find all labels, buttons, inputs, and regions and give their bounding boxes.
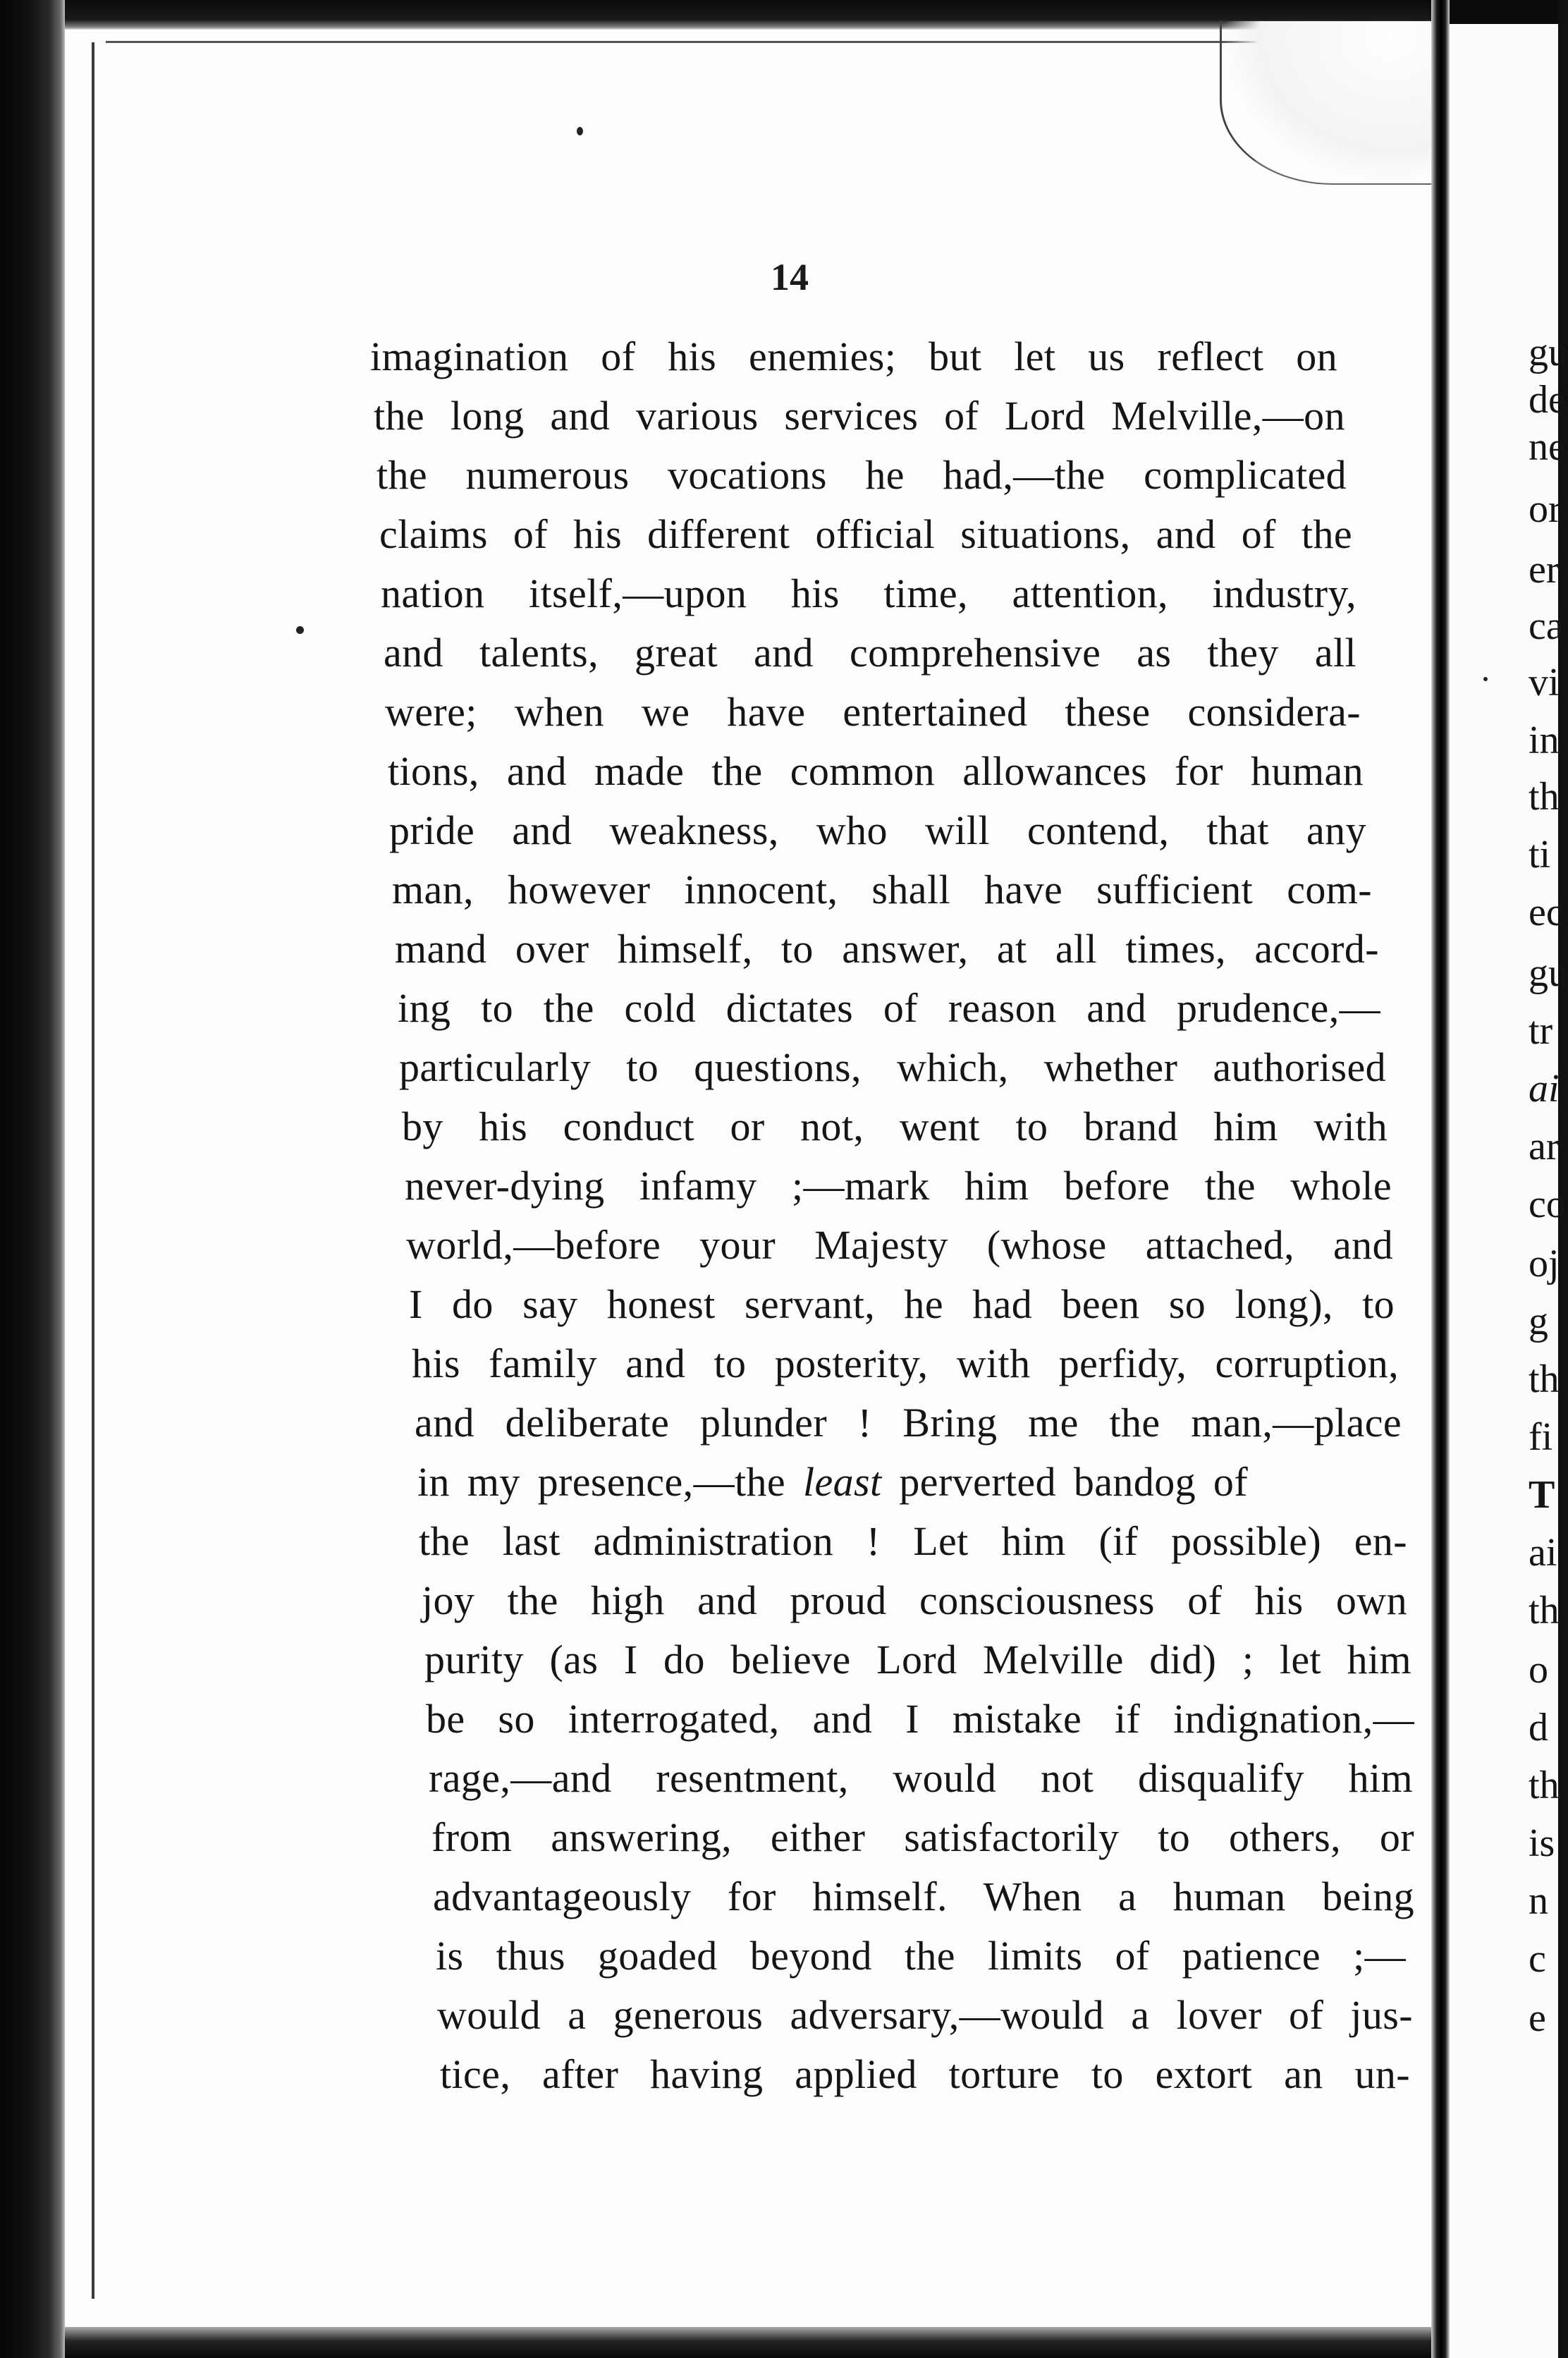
fragment: co: [1529, 1183, 1566, 1226]
text-line: purity (as I do believe Lord Melville did) ; let him: [424, 1637, 1411, 1682]
text-line: rage,—and resentment, would not disqualify him: [429, 1755, 1413, 1801]
text-line: his family and to posterity, with perfidy, corruption,: [412, 1340, 1399, 1386]
fragment: th: [1529, 1764, 1560, 1807]
fragment: ai: [1529, 1068, 1560, 1110]
fragment: in: [1529, 719, 1560, 762]
fragment: de: [1529, 379, 1566, 421]
fragment: ca: [1529, 605, 1564, 647]
fragment: ne: [1529, 426, 1566, 468]
fragment: ti: [1529, 833, 1551, 876]
text-line: would a generous adversary,—would a lover of jus-: [437, 1992, 1413, 2038]
fragment: gu: [1529, 331, 1568, 374]
text-line: and talents, great and comprehensive as they all: [384, 630, 1356, 676]
text-line: were; when we have entertained these considera-: [385, 689, 1361, 735]
fragment: d: [1529, 1706, 1548, 1749]
text-line: be so interrogated, and I mistake if indignation,—: [426, 1696, 1414, 1742]
text-line: [417, 1458, 1404, 1506]
text-line: and deliberate plunder ! Bring me the man,—place: [415, 1400, 1402, 1446]
text-line: joy the high and proud consciousness of his own: [422, 1577, 1407, 1623]
fragment: T: [1529, 1474, 1555, 1516]
fragment: n: [1529, 1880, 1548, 1922]
text-line: ing to the cold dictates of reason and prudence,—: [398, 985, 1380, 1031]
text-line: is thus goaded beyond the limits of patience ;—: [436, 1933, 1406, 1979]
fragment: gu: [1529, 952, 1568, 994]
text-span: in my presence,—the: [417, 1459, 803, 1505]
text-line: I do say honest servant, he had been so long), to: [409, 1281, 1395, 1327]
text-line: from answering, either satisfactorily to others, or: [431, 1814, 1414, 1860]
fragment: vi: [1529, 661, 1560, 704]
text-line: the long and various services of Lord Melville,—on: [374, 393, 1345, 439]
text-line: the numerous vocations he had,—the complicated: [376, 452, 1347, 498]
text-line: advantageously for himself. When a human being: [433, 1874, 1414, 1919]
text-line: tions, and made the common allowances for human: [388, 748, 1364, 794]
fragment: is: [1529, 1822, 1555, 1864]
fragment: ai: [1529, 1532, 1557, 1574]
italic-word: least: [802, 1459, 882, 1505]
text-line: nation itself,—upon his time, attention, industry,: [381, 570, 1356, 616]
page-number: 14: [771, 256, 809, 298]
text-line: the last administration ! Let him (if possible) en-: [419, 1518, 1407, 1564]
text-line: pride and weakness, who will contend, that any: [389, 807, 1366, 853]
text-line: claims of his different official situations, and of the: [379, 511, 1352, 557]
fragment: e: [1529, 1997, 1546, 2039]
fragment: fi: [1529, 1416, 1553, 1458]
text-line: world,—before your Majesty (whose attached, and: [406, 1222, 1393, 1268]
text-line: tice, after having applied torture to extort an un-: [440, 2051, 1410, 2097]
fragment: c: [1529, 1938, 1546, 1980]
fragment: er: [1529, 549, 1560, 591]
text-line: imagination of his enemies; but let us reflect on: [370, 334, 1337, 379]
text-line: particularly to questions, which, whether authorised: [399, 1044, 1386, 1090]
text-line: never-dying infamy ;—mark him before the whole: [405, 1163, 1392, 1209]
fragment: oj: [1529, 1242, 1560, 1285]
fragment: th: [1529, 776, 1560, 818]
text-span: perverted bandog of: [881, 1459, 1249, 1505]
fragment: o: [1529, 1649, 1548, 1691]
text-line: man, however innocent, shall have sufficient com-: [392, 867, 1372, 912]
text-line: by his conduct or not, went to brand him with: [402, 1104, 1388, 1149]
fragment: tr: [1529, 1010, 1553, 1052]
fragment: th: [1529, 1358, 1560, 1400]
fragment: ec: [1529, 891, 1564, 934]
text-line: mand over himself, to answer, at all times, accord-: [395, 926, 1379, 972]
fragment: or: [1529, 488, 1562, 530]
fragment: th: [1529, 1589, 1560, 1632]
fragment: g: [1529, 1300, 1548, 1343]
fragment: ar: [1529, 1125, 1560, 1168]
